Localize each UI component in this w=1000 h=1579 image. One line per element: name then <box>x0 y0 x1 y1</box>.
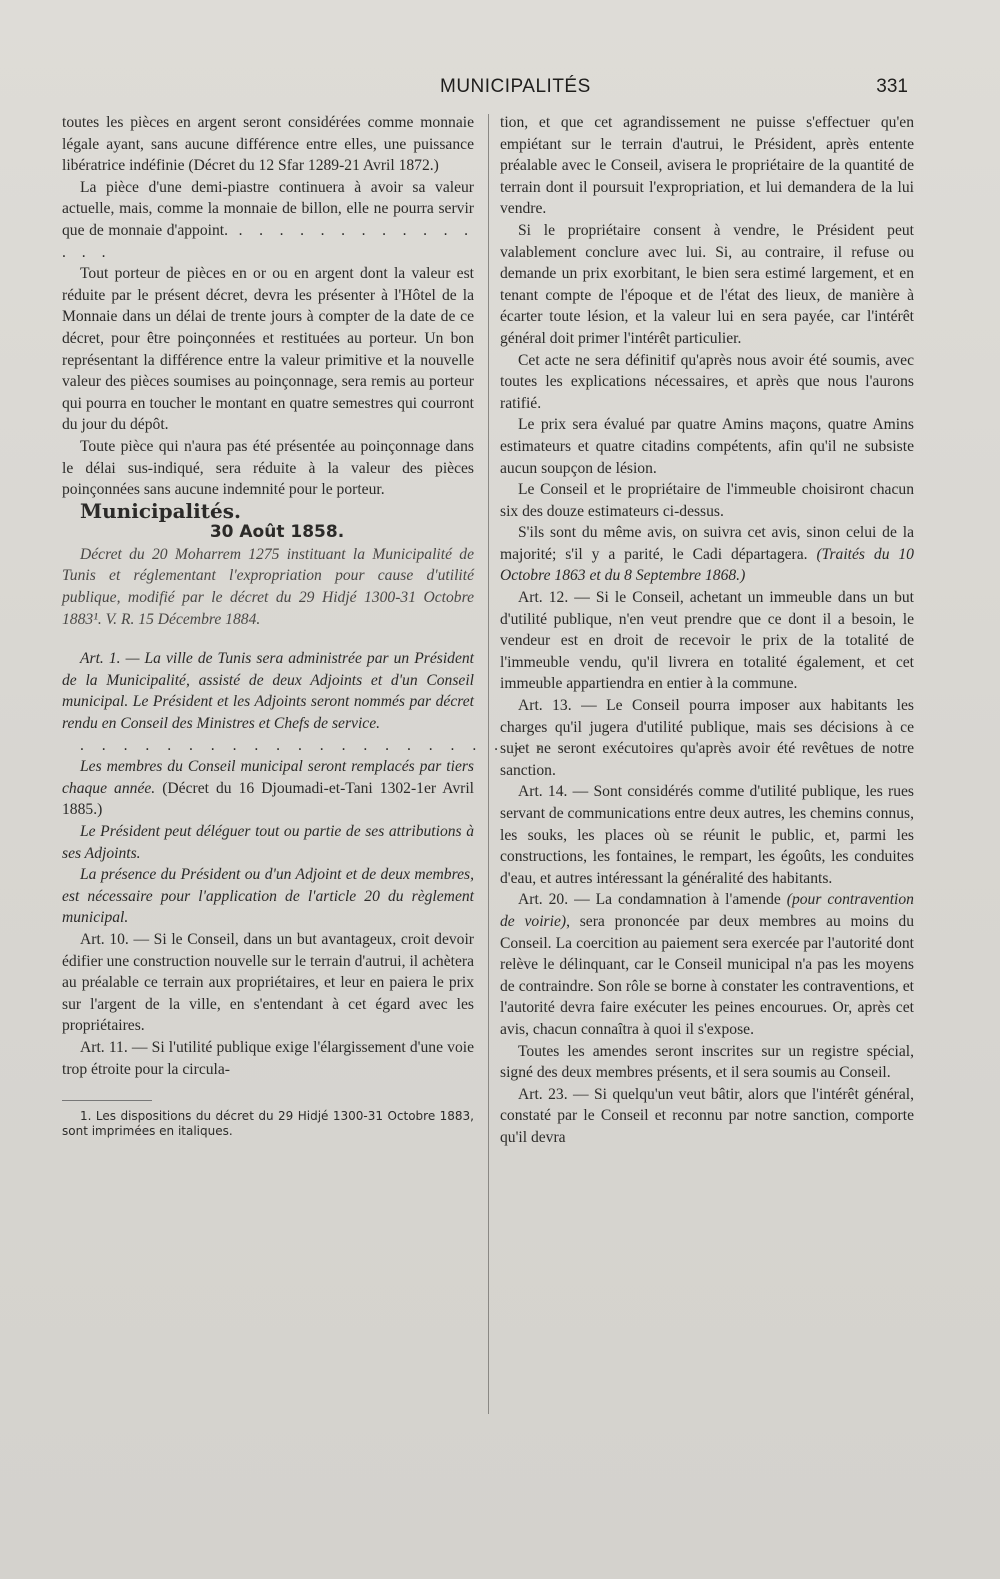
paragraph-text: Art. 20. — La condamnation à l'amende <box>518 891 787 909</box>
leader-dots: . . . . . . . . . . . . . . . <box>62 221 475 261</box>
paragraph: Tout porteur de pièces en or ou en argent dont la valeur est réduite par le présent décret, devra les présenter à l'Hôtel de la Monnaie dans un délai de trente jours à compter de la date de ce décret, pour être poinçonnées et restituées au porteur. Un bon représentant la différence entre la valeur primitive et la nouvelle valeur des pièces soumises au poinçonnage, sera remis au porteur qui pourra en toucher le montant en quatre semestres qui courront du jour du dépôt. <box>62 265 474 434</box>
footnote-rule <box>62 1100 152 1101</box>
article-11: Art. 11. — Si l'utilité publique exige l'élargissement d'une voie trop étroite pour la circula- <box>62 1038 474 1078</box>
paragraph: toutes les pièces en argent seront considérées comme monnaie légale ayant, sans aucune différence entre elles, une puissance libératrice indéfinie (Décret du 12 Sfar 1289-21 Avril 1872.) <box>62 114 474 175</box>
article-14: Art. 14. — Sont considérés comme d'utilité publique, les rues servant de communications entre deux autres, les chemins connus, les souks, les places où se réunit le public, et, parmi les constructions, les fontaines, le rempart, les égoûts, les conduites d'eau, et autres intéressant la généralité des habitants. <box>500 783 914 887</box>
italic-text: (pour contravention de voirie) <box>500 891 914 930</box>
paragraph: Cet acte ne sera définitif qu'après nous avoir été soumis, avec toutes les explications nécessaires, et après que nous l'aurons ratifié. <box>500 351 914 412</box>
article-10: Art. 10. — Si le Conseil, dans un but avantageux, croit devoir édifier une construction nouvelle sur le terrain d'autrui, il achètera au préalable ce terrain aux propriétaires, et leur en paiera le prix sur l'argent de la ville, en s'entendant à cet égard avec les propriétaires. <box>62 930 474 1035</box>
paragraph <box>62 756 474 821</box>
reference: (Traités du 10 Octobre 1863 et du 8 Septembre 1868.) <box>500 545 914 585</box>
running-title: MUNICIPALITÉS <box>440 76 591 97</box>
left-column <box>62 112 571 1139</box>
date-heading: 30 Août 1858. <box>209 522 345 543</box>
section-title: Municipalités. <box>80 498 241 523</box>
paragraph <box>62 177 474 263</box>
column-divider <box>488 114 489 1414</box>
article-13: Art. 13. — Le Conseil pourra imposer aux habitants les charges qu'il jugera d'utilité publique, mais ses décisions à ce sujet ne seront exécutoires qu'après avoir été revêtues de notre sanction. <box>500 697 914 779</box>
paragraph: Toute pièce qui n'aura pas été présentée au poinçonnage dans le délai sus-indiqué, sera réduite à la valeur des pièces poinçonnées sans aucune indemnité pour le porteur. <box>62 437 474 499</box>
paragraph: Si le propriétaire consent à vendre, le Président peut valablement conclure avec lui. Si, au contraire, il refuse ou demande un prix exorbitant, le bien sera estimé largement, et en tenant compte de l'époque et de l'état des lieux, de manière à écarter toute lésion, et la valeur lui en sera payée, car l'intérêt général doit primer l'intérêt particulier. <box>500 221 914 347</box>
page-header <box>60 76 916 100</box>
paragraph-text: S'ils sont du même avis, on suivra cet avis, sinon celui de la majorité; s'il y a parité, le Cadi départagera. <box>500 524 914 563</box>
decree-title: Décret du 20 Moharrem 1275 instituant la Municipalité de Tunis et réglementant l'expropriation pour cause d'utilité publique, modifié par le décret du 29 Hidjé 1300-31 Octobre 1883¹. V. R. 15 Décembre 1884. <box>62 545 474 628</box>
paragraph: Le Conseil et le propriétaire de l'immeuble choisiront chacun six des douze estimateurs ci-dessus. <box>500 481 914 520</box>
reference: (Décret du 16 Djoumadi-et-Tani 1302-1er Avril 1885.) <box>62 779 474 819</box>
paragraph: tion, et que cet agrandissement ne puisse s'effectuer qu'en empiétant sur le terrain d'autrui, le Président, après entente préalable avec le Conseil, avisera le propriétaire de la quantité de terrain dont il poursuit l'expropriation, et lui demandera de la lui vendre. <box>500 114 914 218</box>
paragraph: Toutes les amendes seront inscrites sur un registre spécial, signé des deux membres présents, et il sera soumis au Conseil. <box>500 1042 914 1082</box>
page-number: 331 <box>876 76 908 97</box>
italic-text: Les membres du Conseil municipal seront remplacés par tiers chaque année. <box>62 758 474 797</box>
paragraph: La présence du Président ou d'un Adjoint et de deux membres, est nécessaire pour l'application de l'article 20 du règlement municipal. <box>62 866 474 927</box>
footnote: 1. Les dispositions du décret du 29 Hidjé 1300-31 Octobre 1883, sont imprimées en italiques. <box>62 1109 474 1139</box>
paragraph-text: La pièce d'une demi-piastre continuera à avoir sa valeur actuelle, mais, comme la monnaie de billon, elle ne pourra servir que de monnaie d'appoint. <box>62 178 474 239</box>
paragraph-text: , sera prononcée par deux membres au moins du Conseil. La coercition au paiement sera exercée par l'autorité dont relève le délinquant, car le Conseil municipal n'a pas les moyens de contraindre. Son rôle se borne à constater les contraventions, et l'autorité devra faire exécuter les peines encourues. Or, après cet avis, chacun connaîtra à quoi il s'expose. <box>500 912 914 1038</box>
paragraph: Le Président peut déléguer tout ou partie de ses attributions à ses Adjoints. <box>62 823 474 862</box>
right-column <box>500 112 914 1149</box>
article-12: Art. 12. — Si le Conseil, achetant un immeuble dans un but d'utilité publique, n'en veut prendre que ce dont il a besoin, le vendeur est en droit de recevoir le prix de la totalité de l'immeuble vendu, qu'il livrera en totalité également, et cet immeuble appartiendra en entier à la commune. <box>500 589 914 693</box>
paragraph <box>500 522 914 587</box>
article-23: Art. 23. — Si quelqu'un veut bâtir, alors que l'intérêt général, constaté par le Conseil et reconnu par notre sanction, comporte qu'il devra <box>500 1085 914 1146</box>
article-20 <box>500 889 914 1040</box>
elision-dots: . . . . . . . . . . . . . . . . . . . . . . . <box>80 736 571 754</box>
article-1: Art. 1. — La ville de Tunis sera administrée par un Président de la Municipalité, assisté de deux Adjoints et d'un Conseil municipal. Le Président et les Adjoints seront nommés par décret rendu en Conseil des Ministres et Chefs de service. <box>62 650 474 733</box>
paragraph: Le prix sera évalué par quatre Amins maçons, quatre Amins estimateurs et quatre citadins compétents, afin qu'il ne subsiste aucun soupçon de lésion. <box>500 416 914 477</box>
